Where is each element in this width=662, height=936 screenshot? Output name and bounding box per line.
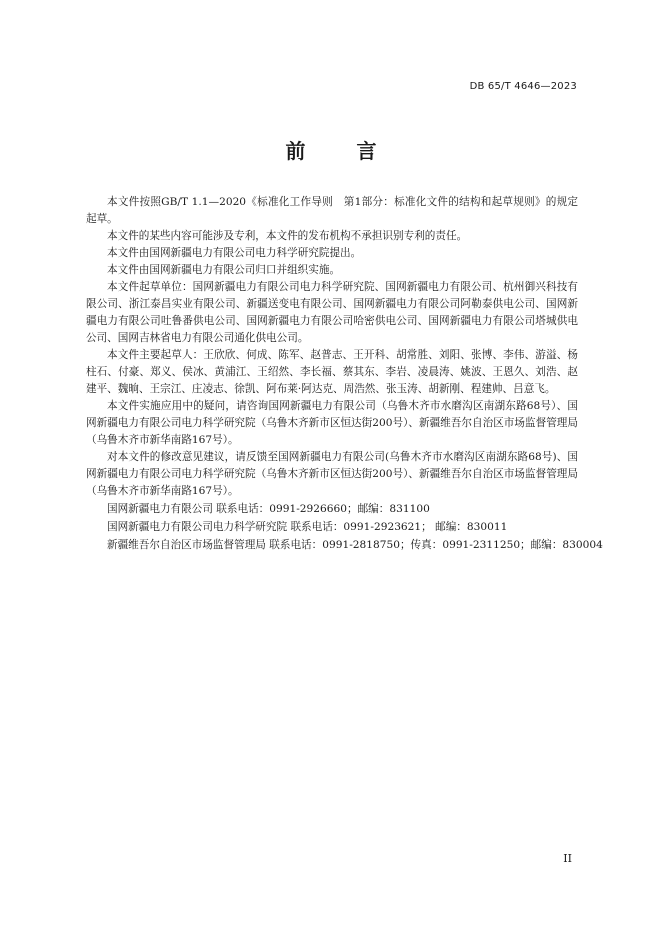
paragraph-proposer: 本文件由国网新疆电力有限公司电力科学研究院提出。 [107,247,362,259]
page-title: 前 言 [285,139,399,163]
document-code: DB 65/T 4646—2023 [469,81,577,92]
paragraph-drafting-units: 本文件起草单位：国网新疆电力有限公司电力科学研究院、国网新疆电力有限公司、杭州御兴科技有限公司、浙江泰昌实业有限公司、新疆送变电有限公司、国网新疆电力有限公司阿勒泰供电公司、国网新疆电力有限公司吐鲁番供电公司、国网新疆电力有限公司哈密供电公司、国网新疆电力有限公司塔城供电公司、国网吉林省电力有限公司通化供电公司。 [86,281,578,344]
contact-line: 新疆维吾尔自治区市场监督管理局 联系电话：0991-2818750；传真：0991-2311250；邮编：830004 [107,539,603,551]
page-number: II [563,852,572,865]
paragraph-drafters: 本文件主要起草人：王欣欣、何成、陈军、赵普志、王开科、胡常胜、刘阳、张博、李伟、游溢、杨柱石、付豪、郑义、侯冰、黄浦江、王绍然、李长福、蔡其东、李岩、凌晨涛、姚波、王恩久、刘浩、赵建平、魏晌、王宗江、庄凌志、徐凯、阿布莱·阿达克、周浩然、张玉涛、胡新刚、程建帅、吕意飞。 [86,349,578,395]
paragraph-patent-notice: 本文件的某些内容可能涉及专利，本文件的发布机构不承担识别专利的责任。 [107,230,468,242]
contact-line: 国网新疆电力有限公司 联系电话：0991-2926660；邮编：831100 [107,503,430,515]
paragraph-inquiries: 本文件实施应用中的疑问，请咨询国网新疆电力有限公司（乌鲁木齐市水磨沟区南湖东路68号）、国网新疆电力有限公司电力科学研究院（乌鲁木齐新市区恒达街200号）、新疆维吾尔自治区市场监督管理局（乌鲁木齐市新华南路167号）。 [86,400,578,446]
contact-line: 国网新疆电力有限公司电力科学研究院 联系电话：0991-2923621； 邮编：830011 [107,521,508,533]
paragraph-feedback: 对本文件的修改意见建议，请反馈至国网新疆电力有限公司(乌鲁木齐市水磨沟区南湖东路68号)、国网新疆电力有限公司电力科学研究院（乌鲁木齐新市区恒达街200号）、新疆维吾尔自治区市场监督管理局（乌鲁木齐市新华南路167号）。 [86,451,578,497]
paragraph-drafting-rules: 本文件按照GB/T 1.1—2020《标准化工作导则 第1部分：标准化文件的结构和起草规则》的规定起草。 [86,196,578,225]
paragraph-administrator: 本文件由国网新疆电力有限公司归口并组织实施。 [107,264,341,276]
contact-list [86,500,603,554]
foreword-body [86,194,603,554]
